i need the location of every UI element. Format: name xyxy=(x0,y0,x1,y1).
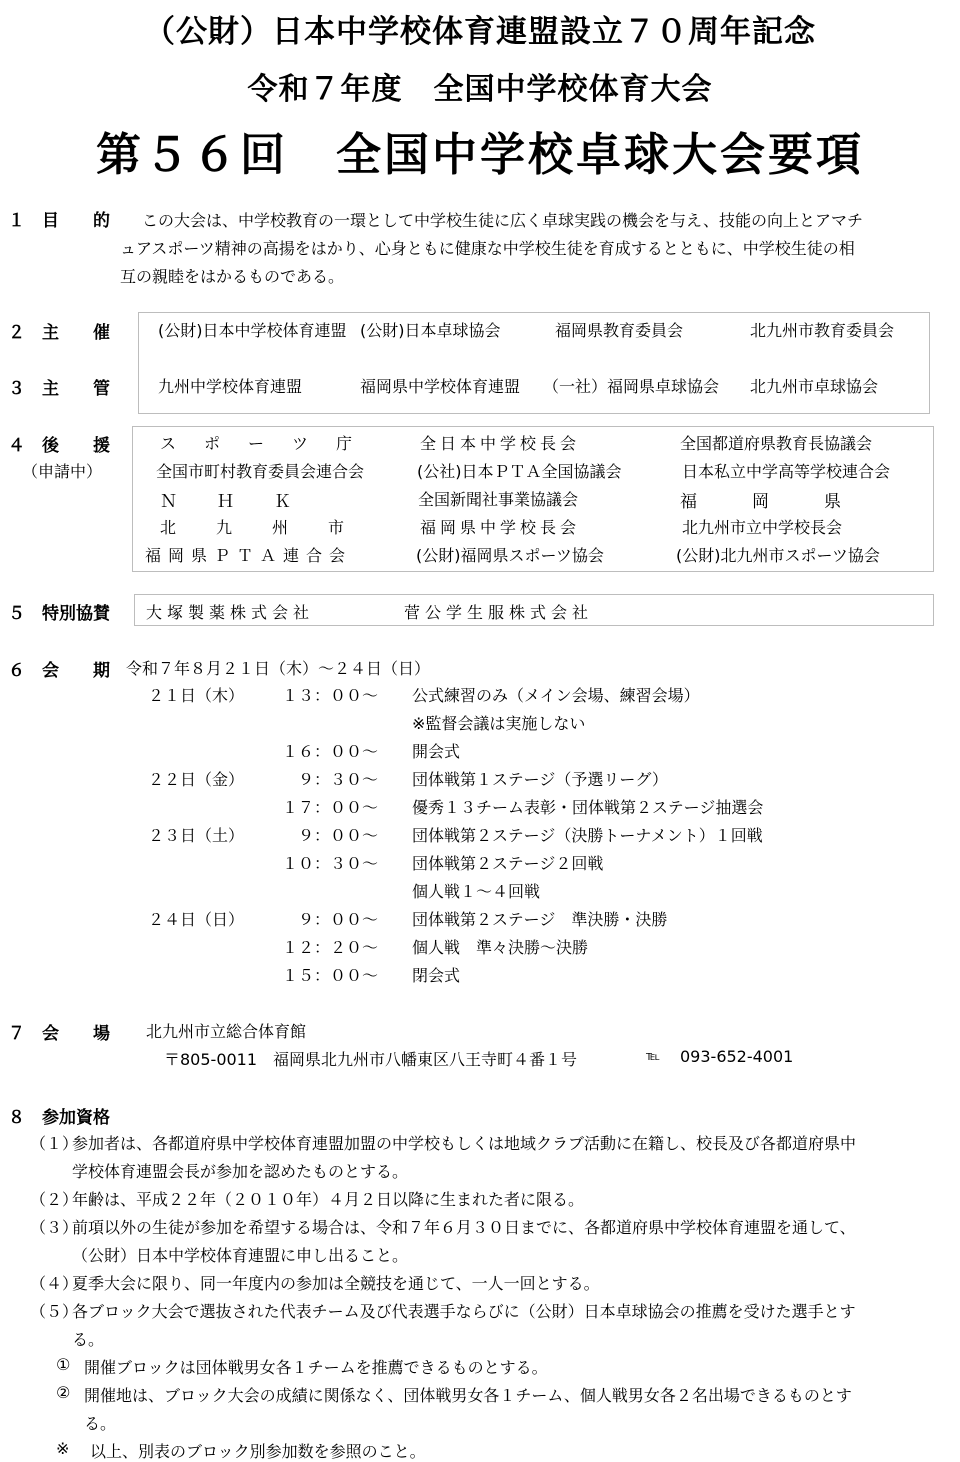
document-title: 第５６回 全国中学校卓球大会要項 xyxy=(95,128,864,181)
manager-item: （一社）福岡県卓球協会 xyxy=(543,377,720,396)
eligibility-item-number: （３） xyxy=(30,1218,79,1237)
eligibility-subitem-text: 開催地は、ブロック大会の成績に関係なく、団体戦男女各１チーム、個人戦男女各２名出場できるものとす xyxy=(84,1386,852,1405)
tel-icon: ℡ xyxy=(646,1049,660,1064)
schedule-time: ９：００～ xyxy=(297,826,378,845)
sponsors-label: ５ 特別協賛 xyxy=(8,604,110,624)
supporter-item: 北 九 州 市 xyxy=(160,518,357,537)
supporter-item: 北九州市立中学校長会 xyxy=(682,518,843,537)
schedule-event: 団体戦第１ステージ（予選リーグ） xyxy=(412,770,668,789)
schedule-time: １３：００～ xyxy=(281,686,378,705)
eligibility-item-text: 年齢は、平成２２年（２０１０年）４月２日以降に生まれた者に限る。 xyxy=(72,1190,585,1209)
supporters-label: ４ 後 援 xyxy=(8,436,110,456)
eligibility-note: 以上、別表のブロック別参加数を参照のこと。 xyxy=(90,1442,426,1461)
eligibility-subitem-text: る。 xyxy=(84,1414,117,1433)
schedule-label: ６ 会 期 xyxy=(8,661,110,681)
schedule-time: １２：２０～ xyxy=(281,938,378,957)
supporter-item: 日本私立中学高等学校連合会 xyxy=(682,462,891,481)
supporter-item: 全国都道府県教育長協議会 xyxy=(680,434,873,453)
purpose-label: １ 目 的 xyxy=(8,211,110,231)
supporter-item: 全日本中学校長会 xyxy=(420,434,581,453)
schedule-event: 団体戦第２ステージ２回戦 xyxy=(412,854,604,873)
schedule-time: １６：００～ xyxy=(281,742,378,761)
manager-item: 九州中学校体育連盟 xyxy=(158,377,303,396)
supporter-item: (公財)北九州市スポーツ協会 xyxy=(676,546,880,565)
sponsor-item: 大塚製薬株式会社 xyxy=(146,603,315,622)
purpose-line: 互の親睦をはかるものである。 xyxy=(120,267,345,286)
eligibility-label: ８ 参加資格 xyxy=(8,1108,110,1128)
purpose-line: この大会は、中学校教育の一環として中学校生徒に広く卓球実践の機会を与え、技能の向上とアマチ xyxy=(142,211,863,230)
eligibility-subitem-number: ① xyxy=(56,1355,71,1374)
supporter-item: 全国市町村教育委員会連合会 xyxy=(156,462,365,481)
eligibility-subitem-text: 開催ブロックは団体戦男女各１チームを推薦できるものとする。 xyxy=(84,1358,548,1377)
schedule-event: 個人戦 準々決勝～決勝 xyxy=(412,938,589,957)
eligibility-item-text: 夏季大会に限り、同一年度内の参加は全競技を通じて、一人一回とする。 xyxy=(72,1274,600,1293)
schedule-time: １０：３０～ xyxy=(281,854,378,873)
supporter-item: 福岡県中学校長会 xyxy=(420,518,581,537)
schedule-event: 個人戦１～４回戦 xyxy=(412,882,541,901)
supporter-item: 福 岡 県 xyxy=(680,492,842,512)
sponsor-item: 菅公学生服株式会社 xyxy=(404,603,594,622)
eligibility-item-text: 前項以外の生徒が参加を希望する場合は、令和７年６月３０日までに、各都道府県中学校体育連盟を通して、 xyxy=(72,1218,856,1237)
managers-label: ３ 主 管 xyxy=(8,379,110,399)
venue-name: 北九州市立総合体育館 xyxy=(146,1022,307,1041)
schedule-time: ９：３０～ xyxy=(297,770,378,789)
eligibility-item-text: （公財）日本中学校体育連盟に申し出ること。 xyxy=(72,1246,409,1265)
schedule-event: 開会式 xyxy=(412,742,461,761)
supporter-item: 全国新聞社事業協議会 xyxy=(418,490,579,509)
schedule-event: 閉会式 xyxy=(412,966,461,985)
supporter-item: ス ポ ー ツ 庁 xyxy=(160,434,359,453)
schedule-time: ９：００～ xyxy=(297,910,378,929)
supporter-item: (公社)日本ＰＴＡ全国協議会 xyxy=(417,462,622,481)
eligibility-item-number: （４） xyxy=(30,1274,79,1293)
purpose-text xyxy=(120,207,863,291)
eligibility-item-text: 各ブロック大会で選抜された代表チーム及び代表選手ならびに（公財）日本卓球協会の推薦を受けた選手とす xyxy=(72,1302,856,1321)
schedule-event: 団体戦第２ステージ 準決勝・決勝 xyxy=(412,910,668,929)
schedule-time: １７：００～ xyxy=(281,798,378,817)
header-line-1: （公財）日本中学校体育連盟設立７０周年記念 xyxy=(144,14,816,50)
manager-item: 福岡県中学校体育連盟 xyxy=(360,377,521,396)
schedule-event: 公式練習のみ（メイン会場、練習会場） xyxy=(412,686,700,705)
header-line-2: 令和７年度 全国中学校体育大会 xyxy=(247,72,713,107)
organizers-label: ２ 主 催 xyxy=(8,323,110,343)
organizer-item: 福岡県教育委員会 xyxy=(555,321,684,340)
supporter-item: (公財)福岡県スポーツ協会 xyxy=(416,546,604,565)
organizer-item: (公財)日本中学校体育連盟 xyxy=(158,321,347,340)
eligibility-item-number: （５） xyxy=(30,1302,79,1321)
manager-item: 北九州市卓球協会 xyxy=(750,377,879,396)
schedule-time: １５：００～ xyxy=(281,966,378,985)
venue-tel: 093-652-4001 xyxy=(680,1047,794,1066)
schedule-period: 令和７年８月２１日（木）～２４日（日） xyxy=(126,659,431,678)
organizer-item: 北九州市教育委員会 xyxy=(750,321,895,340)
schedule-day: ２４日（日） xyxy=(148,910,245,929)
schedule-event: 優秀１３チーム表彰・団体戦第２ステージ抽選会 xyxy=(412,798,764,817)
supporter-item: 福岡県ＰＴＡ連合会 xyxy=(145,546,353,565)
purpose-line: ュアスポーツ精神の高揚をはかり、心身ともに健康な中学校生徒を育成するとともに、中学校生徒の相 xyxy=(120,239,855,258)
eligibility-item-text: 学校体育連盟会長が参加を認めたものとする。 xyxy=(72,1162,409,1181)
venue-address: 〒805-0011 福岡県北九州市八幡東区八王寺町４番１号 xyxy=(164,1050,578,1069)
organizer-item: (公財)日本卓球協会 xyxy=(360,321,501,340)
schedule-event: 団体戦第２ステージ（決勝トーナメント）１回戦 xyxy=(412,826,763,845)
venue-label: ７ 会 場 xyxy=(8,1024,110,1044)
eligibility-item-number: （１） xyxy=(30,1134,79,1153)
eligibility-item-text: る。 xyxy=(72,1330,105,1349)
schedule-day: ２１日（木） xyxy=(148,686,245,705)
schedule-day: ２２日（金） xyxy=(148,770,245,789)
eligibility-subitem-number: ② xyxy=(56,1383,71,1402)
supporters-sublabel: （申請中） xyxy=(22,462,103,481)
supporter-item: Ｎ Ｈ Ｋ xyxy=(160,492,293,512)
schedule-event: ※監督会議は実施しない xyxy=(412,714,586,733)
eligibility-item-text: 参加者は、各都道府県中学校体育連盟加盟の中学校もしくは地域クラブ活動に在籍し、校長及び各都道府県中 xyxy=(72,1134,857,1153)
schedule-day: ２３日（土） xyxy=(148,826,245,845)
note-mark-icon: ※ xyxy=(56,1439,70,1458)
eligibility-item-number: （２） xyxy=(30,1190,79,1209)
